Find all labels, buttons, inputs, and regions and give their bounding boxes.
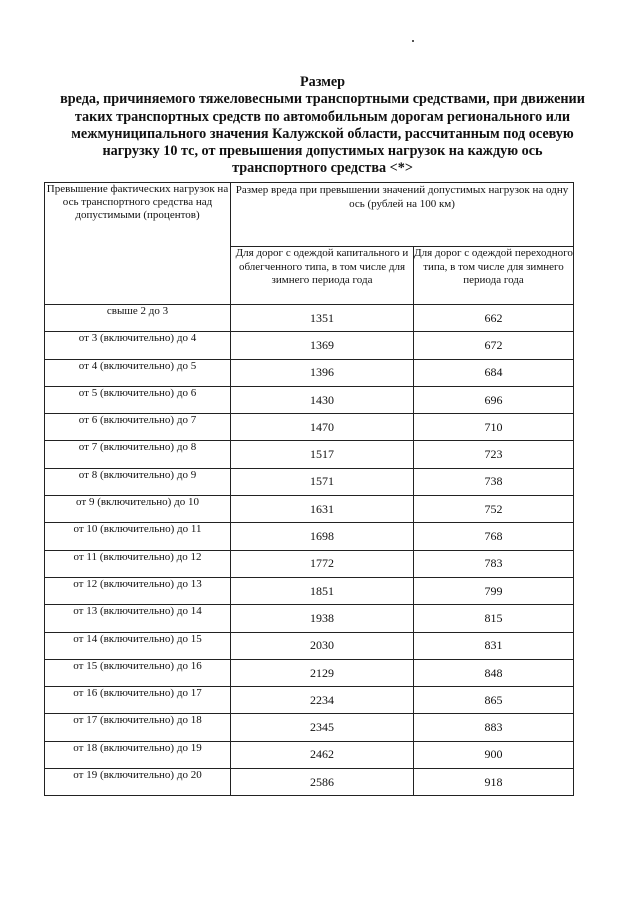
- capital-value-cell: 2345: [231, 714, 414, 741]
- range-cell: от 9 (включительно) до 10: [45, 496, 231, 523]
- table-row: [45, 523, 574, 550]
- transitional-value-cell: 848: [414, 659, 574, 686]
- range-cell: свыше 2 до 3: [45, 305, 231, 332]
- capital-value-cell: 1517: [231, 441, 414, 468]
- transitional-value-cell: 865: [414, 687, 574, 714]
- table-row: [45, 550, 574, 577]
- capital-value-cell: 1698: [231, 523, 414, 550]
- transitional-value-cell: 672: [414, 332, 574, 359]
- scan-speck: [412, 40, 414, 42]
- transitional-value-cell: 710: [414, 414, 574, 441]
- table-row: [45, 577, 574, 604]
- capital-value-cell: 2129: [231, 659, 414, 686]
- capital-value-cell: 1396: [231, 359, 414, 386]
- capital-value-cell: 1369: [231, 332, 414, 359]
- capital-value-cell: 1772: [231, 550, 414, 577]
- transitional-value-cell: 768: [414, 523, 574, 550]
- capital-value-cell: 1851: [231, 577, 414, 604]
- heading-title: Размер: [299, 74, 346, 90]
- table-row: [45, 386, 574, 413]
- capital-value-cell: 2586: [231, 769, 414, 796]
- header-capital: Для дорог с одеждой капитального и облегченного типа, в том числе для зимнего периода года: [231, 247, 414, 305]
- table-row: [45, 632, 574, 659]
- capital-value-cell: 1430: [231, 386, 414, 413]
- transitional-value-cell: 918: [414, 769, 574, 796]
- capital-value-cell: 2462: [231, 741, 414, 768]
- range-cell: от 12 (включительно) до 13: [45, 577, 231, 604]
- table-row: [45, 605, 574, 632]
- transitional-value-cell: 900: [414, 741, 574, 768]
- range-cell: от 13 (включительно) до 14: [45, 605, 231, 632]
- table-body: [45, 305, 574, 796]
- header-excess: Превышение фактических нагрузок на ось транспортного средства над допустимыми (процентов): [45, 183, 231, 305]
- transitional-value-cell: 738: [414, 468, 574, 495]
- range-cell: от 3 (включительно) до 4: [45, 332, 231, 359]
- table-row: [45, 741, 574, 768]
- transitional-value-cell: 799: [414, 577, 574, 604]
- range-cell: от 11 (включительно) до 12: [45, 550, 231, 577]
- transitional-value-cell: 815: [414, 605, 574, 632]
- heading-subtitle: вреда, причиняемого тяжеловесными транспортными средствами, при движении таких транспортных средств по автомобильным дорогам регионального или межмуниципального значения Калужской области, рассчитанным под осевую нагрузку 10 тс, от превышения допустимых нагрузок на каждую ось транспортного средства <*>: [60, 91, 585, 177]
- harm-table: [44, 182, 574, 796]
- range-cell: от 16 (включительно) до 17: [45, 687, 231, 714]
- capital-value-cell: 2234: [231, 687, 414, 714]
- table-row: [45, 441, 574, 468]
- table-row: [45, 714, 574, 741]
- capital-value-cell: 1571: [231, 468, 414, 495]
- capital-value-cell: 1351: [231, 305, 414, 332]
- range-cell: от 17 (включительно) до 18: [45, 714, 231, 741]
- range-cell: от 10 (включительно) до 11: [45, 523, 231, 550]
- transitional-value-cell: 723: [414, 441, 574, 468]
- capital-value-cell: 2030: [231, 632, 414, 659]
- range-cell: от 19 (включительно) до 20: [45, 769, 231, 796]
- table-row: [45, 496, 574, 523]
- table-row: [45, 305, 574, 332]
- range-cell: от 6 (включительно) до 7: [45, 414, 231, 441]
- table-row: [45, 359, 574, 386]
- document-heading: [55, 74, 590, 178]
- range-cell: от 5 (включительно) до 6: [45, 386, 231, 413]
- range-cell: от 18 (включительно) до 19: [45, 741, 231, 768]
- range-cell: от 7 (включительно) до 8: [45, 441, 231, 468]
- transitional-value-cell: 662: [414, 305, 574, 332]
- header-damage: Размер вреда при превышении значений допустимых нагрузок на одну ось (рублей на 100 км): [231, 183, 574, 247]
- range-cell: от 4 (включительно) до 5: [45, 359, 231, 386]
- transitional-value-cell: 684: [414, 359, 574, 386]
- range-cell: от 8 (включительно) до 9: [45, 468, 231, 495]
- table-row: [45, 659, 574, 686]
- capital-value-cell: 1938: [231, 605, 414, 632]
- table-row: [45, 414, 574, 441]
- transitional-value-cell: 783: [414, 550, 574, 577]
- header-transitional: Для дорог с одеждой переходного типа, в том числе для зимнего периода года: [414, 247, 574, 305]
- capital-value-cell: 1631: [231, 496, 414, 523]
- table-row: [45, 687, 574, 714]
- transitional-value-cell: 752: [414, 496, 574, 523]
- range-cell: от 15 (включительно) до 16: [45, 659, 231, 686]
- transitional-value-cell: 883: [414, 714, 574, 741]
- transitional-value-cell: 831: [414, 632, 574, 659]
- transitional-value-cell: 696: [414, 386, 574, 413]
- range-cell: от 14 (включительно) до 15: [45, 632, 231, 659]
- table-row: [45, 769, 574, 796]
- table-row: [45, 332, 574, 359]
- table-row: [45, 468, 574, 495]
- capital-value-cell: 1470: [231, 414, 414, 441]
